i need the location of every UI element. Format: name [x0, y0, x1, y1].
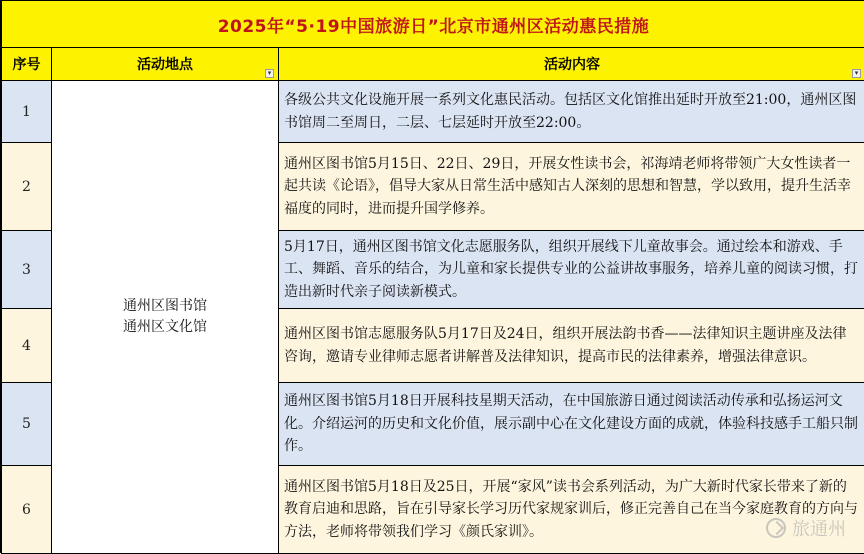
row-number-cell[interactable]: 6 [2, 466, 52, 554]
row-number-cell[interactable]: 2 [2, 143, 52, 231]
content-cell[interactable]: 通州区图书馆5月18日开展科技星期天活动，在中国旅游日通过阅读活动传承和弘扬运河文化。介绍运河的历史和文化价值，展示副中心在文化建设方面的成就，体验科技感手工船只制作。 [279, 383, 864, 466]
content-cell[interactable]: 通州区图书馆5月15日、22日、29日，开展女性读书会，祁海靖老师将带领广大女性读者一起共读《论语》，倡导大家从日常生活中感知古人深刻的思想和智慧，学以致用，提升生活幸福度的同时，进而提升国学修养。 [279, 143, 864, 231]
measures-table [1, 0, 864, 554]
content-cell[interactable]: 5月17日，通州区图书馆文化志愿服务队，组织开展线下儿童故事会。通过绘本和游戏、手工、舞蹈、音乐的结合，为儿童和家长提供专业的公益讲故事服务，培养儿童的阅读习惯，打造出新时代亲子阅读新模式。 [279, 231, 864, 309]
row-number-cell[interactable]: 1 [2, 81, 52, 143]
header-location-label: 活动地点 [137, 57, 193, 73]
header-content-label: 活动内容 [544, 57, 600, 73]
header-number-label: 序号 [13, 57, 41, 73]
watermark-text: 旅通州 [792, 515, 846, 541]
location-cell[interactable] [52, 81, 279, 554]
location-line: 通州区文化馆 [52, 317, 278, 338]
content-cell[interactable]: 通州区图书馆志愿服务队5月17日及24日，组织开展法韵书香——法律知识主题讲座及法律咨询，邀请专业律师志愿者讲解普及法律知识，提高市民的法律素养，增强法律意识。 [279, 309, 864, 383]
content-cell[interactable]: 通州区图书馆5月18日及25日，开展“家风”读书会系列活动，为广大新时代家长带来了新的教育启迪和思路，旨在引导家长学习历代家规家训后，修正完善自己在当今家庭教育的方向与方法，老师将带领我们学习《颜氏家训》。 [279, 466, 864, 554]
location-line: 通州区图书馆 [52, 296, 278, 317]
row-number-cell[interactable]: 5 [2, 383, 52, 466]
filter-dropdown-icon[interactable]: ▾ [265, 69, 274, 78]
table-title[interactable]: 2025年“5·19中国旅游日”北京市通州区活动惠民措施 [2, 1, 864, 48]
content-cell[interactable]: 各级公共文化设施开展一系列文化惠民活动。包括区文化馆推出延时开放至21:00，通州区图书馆周二至周日，二层、七层延时开放至22:00。 [279, 81, 864, 143]
row-number-cell[interactable]: 3 [2, 231, 52, 309]
header-number[interactable] [2, 48, 52, 81]
header-location[interactable] [52, 48, 279, 81]
table-row [2, 81, 864, 143]
header-content[interactable] [279, 48, 864, 81]
title-row [2, 1, 864, 48]
filter-dropdown-icon[interactable]: ▾ [852, 69, 861, 78]
header-row [2, 48, 864, 81]
row-number-cell[interactable]: 4 [2, 309, 52, 383]
